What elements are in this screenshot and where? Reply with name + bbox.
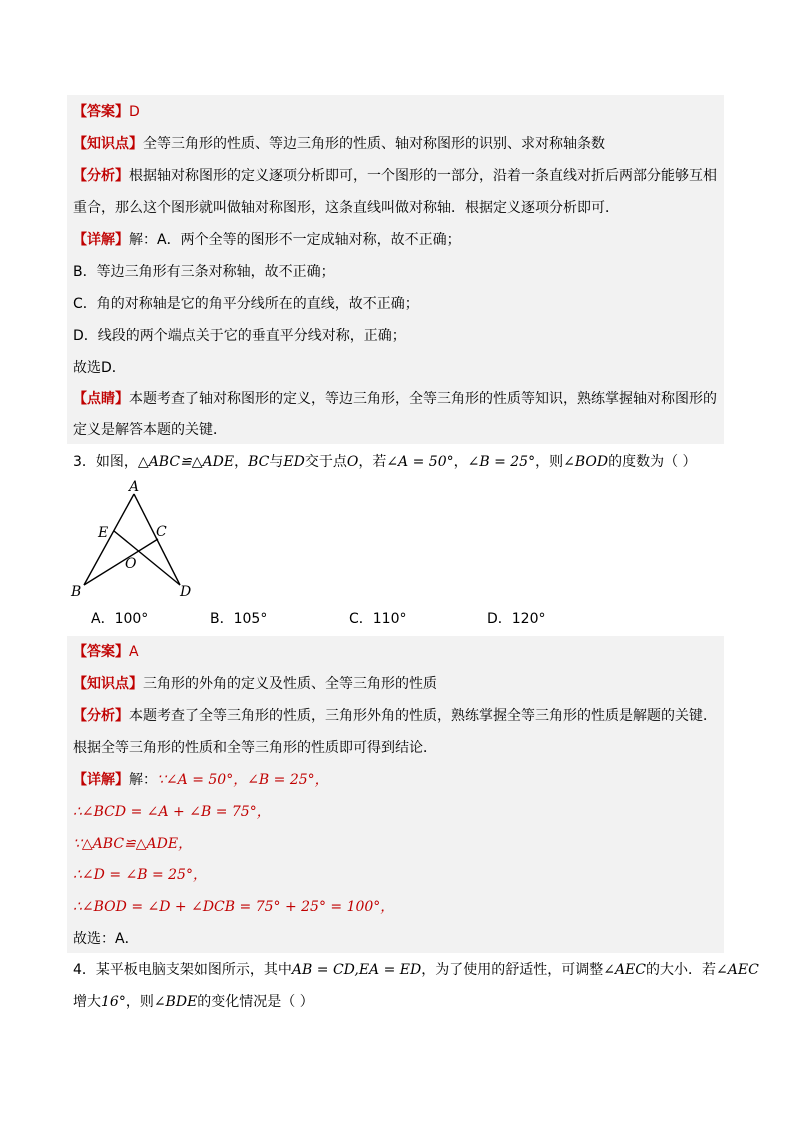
detail-choice-q3 [73, 923, 723, 955]
stem-text: 如图， [95, 454, 138, 470]
analysis-text: 根据轴对称图形的定义逐项分析即可，一个图形的一部分，沿着一条直线对折后两部分能够互相 [129, 168, 717, 184]
knowledge-point-line-q2 [73, 128, 723, 160]
comment-text: 本题考查了轴对称图形的定义，等边三角形，全等三角形的性质等知识，熟练掌握轴对称图形的 [129, 391, 717, 407]
label-A: A [129, 479, 140, 495]
stem-text: 的大小．若 [646, 962, 717, 978]
stem-math: ∠A = 50° [386, 454, 454, 470]
option-c[interactable]: C．110° [349, 611, 407, 627]
answer-tag: 【答案】 [73, 644, 129, 660]
stem-text: 的变化情况是（ ） [197, 994, 314, 1010]
stem-text: ， [453, 454, 468, 470]
detail-line-b-q2 [73, 256, 723, 288]
detail-line-5-q3: ∴∠BOD = ∠D + ∠DCB = 75° + 25° = 100°， [73, 899, 395, 915]
analysis-text: 本题考查了全等三角形的性质，三角形外角的性质，熟练掌握全等三角形的性质是解题的关键． [129, 708, 717, 724]
option-b[interactable]: B．105° [210, 611, 268, 627]
answer-value: D [129, 104, 140, 120]
analysis-tag: 【分析】 [73, 708, 129, 724]
stem-math: ∠AEC [716, 962, 759, 978]
comment-text: 定义是解答本题的关键． [73, 422, 227, 438]
question-4-stem-line-1 [73, 954, 759, 986]
detail-choice-q2 [73, 352, 723, 384]
detail-text: 解：A．两个全等的图形不一定成轴对称，故不正确； [129, 232, 461, 248]
detail-math: ∵∠A = 50°，∠B = 25°， [157, 772, 329, 788]
label-O: O [125, 556, 137, 572]
stem-math: O [346, 454, 359, 470]
question-number: 3． [73, 454, 96, 470]
label-D: D [180, 584, 192, 600]
detail-text: D．线段的两个端点关于它的垂直平分线对称，正确； [73, 328, 406, 344]
analysis-line-1-q3 [73, 700, 723, 732]
analysis-text: 根据全等三角形的性质和全等三角形的性质即可得到结论． [73, 740, 437, 756]
detail-line-a-q2 [73, 224, 723, 256]
detail-text: 故选D． [73, 360, 126, 376]
question-4-stem-line-2 [73, 986, 314, 1018]
option-d[interactable]: D．120° [487, 611, 546, 627]
segment-BC [84, 539, 158, 585]
answer-line-q3 [73, 636, 723, 668]
comment-line-1-q2 [73, 383, 723, 415]
comment-tag: 【点睛】 [73, 391, 129, 407]
stem-math: ED [283, 454, 305, 470]
knowledge-point-text: 全等三角形的性质、等边三角形的性质、轴对称图形的识别、求对称轴条数 [143, 136, 605, 152]
comment-line-2-q2 [73, 414, 723, 446]
detail-tag: 【详解】 [73, 232, 129, 248]
stem-text: 交于点 [304, 454, 347, 470]
analysis-tag: 【分析】 [73, 168, 129, 184]
answer-line-q2 [73, 96, 723, 128]
stem-text: 某平板电脑支架如图所示，其中 [95, 962, 292, 978]
stem-math: ∠B = 25° [467, 454, 536, 470]
analysis-line-1-q2 [73, 160, 723, 192]
detail-tag: 【详解】 [73, 772, 129, 788]
stem-text: ，为了使用的舒适性，可调整 [421, 962, 604, 978]
detail-text: 解： [129, 772, 157, 788]
stem-math: ∠BDE [153, 994, 198, 1010]
detail-line-4-q3: ∴∠D = ∠B = 25°， [73, 867, 207, 883]
detail-line-d-q2 [73, 320, 723, 352]
stem-text: ，若 [358, 454, 387, 470]
analysis-text: 重合，那么这个图形就叫做轴对称图形，这条直线叫做对称轴．根据定义逐项分析即可． [73, 200, 619, 216]
detail-line-2-q3: ∴∠BCD = ∠A + ∠B = 75°， [73, 804, 271, 820]
detail-line-3-q3: ∵△ABC≌△ADE， [73, 836, 193, 852]
option-a[interactable]: A．100° [91, 611, 149, 627]
question-number: 4． [73, 962, 96, 978]
triangle-figure [64, 474, 204, 604]
stem-text: ，则 [535, 454, 564, 470]
stem-text: 的度数为（ ） [608, 454, 697, 470]
knowledge-point-text: 三角形的外角的定义及性质、全等三角形的性质 [143, 676, 437, 692]
detail-text: 故选：A． [73, 931, 139, 947]
stem-text: ， [234, 454, 249, 470]
stem-math: △ABC≌△ADE [137, 454, 235, 470]
knowledge-point-tag: 【知识点】 [73, 676, 143, 692]
detail-text: B．等边三角形有三条对称轴，故不正确； [73, 264, 335, 280]
stem-text: ，则 [125, 994, 154, 1010]
stem-math: 16° [101, 994, 126, 1010]
stem-text: 与 [269, 454, 284, 470]
stem-math: ∠BOD [563, 454, 609, 470]
label-C: C [156, 524, 167, 540]
stem-text: 增大 [73, 994, 101, 1010]
knowledge-point-tag: 【知识点】 [73, 136, 143, 152]
answer-tag: 【答案】 [73, 104, 129, 120]
label-E: E [98, 525, 109, 541]
stem-math: BC [248, 454, 270, 470]
stem-math: ∠AEC [603, 962, 647, 978]
analysis-line-2-q2 [73, 192, 723, 224]
label-B: B [71, 584, 82, 600]
knowledge-point-line-q3 [73, 668, 723, 700]
detail-line-c-q2 [73, 288, 723, 320]
detail-line-1-q3 [73, 764, 723, 796]
analysis-line-2-q3 [73, 732, 723, 764]
stem-math: AB = CD,EA = ED [291, 962, 422, 978]
answer-value: A [129, 644, 139, 660]
detail-text: C．角的对称轴是它的角平分线所在的直线，故不正确； [73, 296, 419, 312]
segment-DE [114, 531, 180, 585]
